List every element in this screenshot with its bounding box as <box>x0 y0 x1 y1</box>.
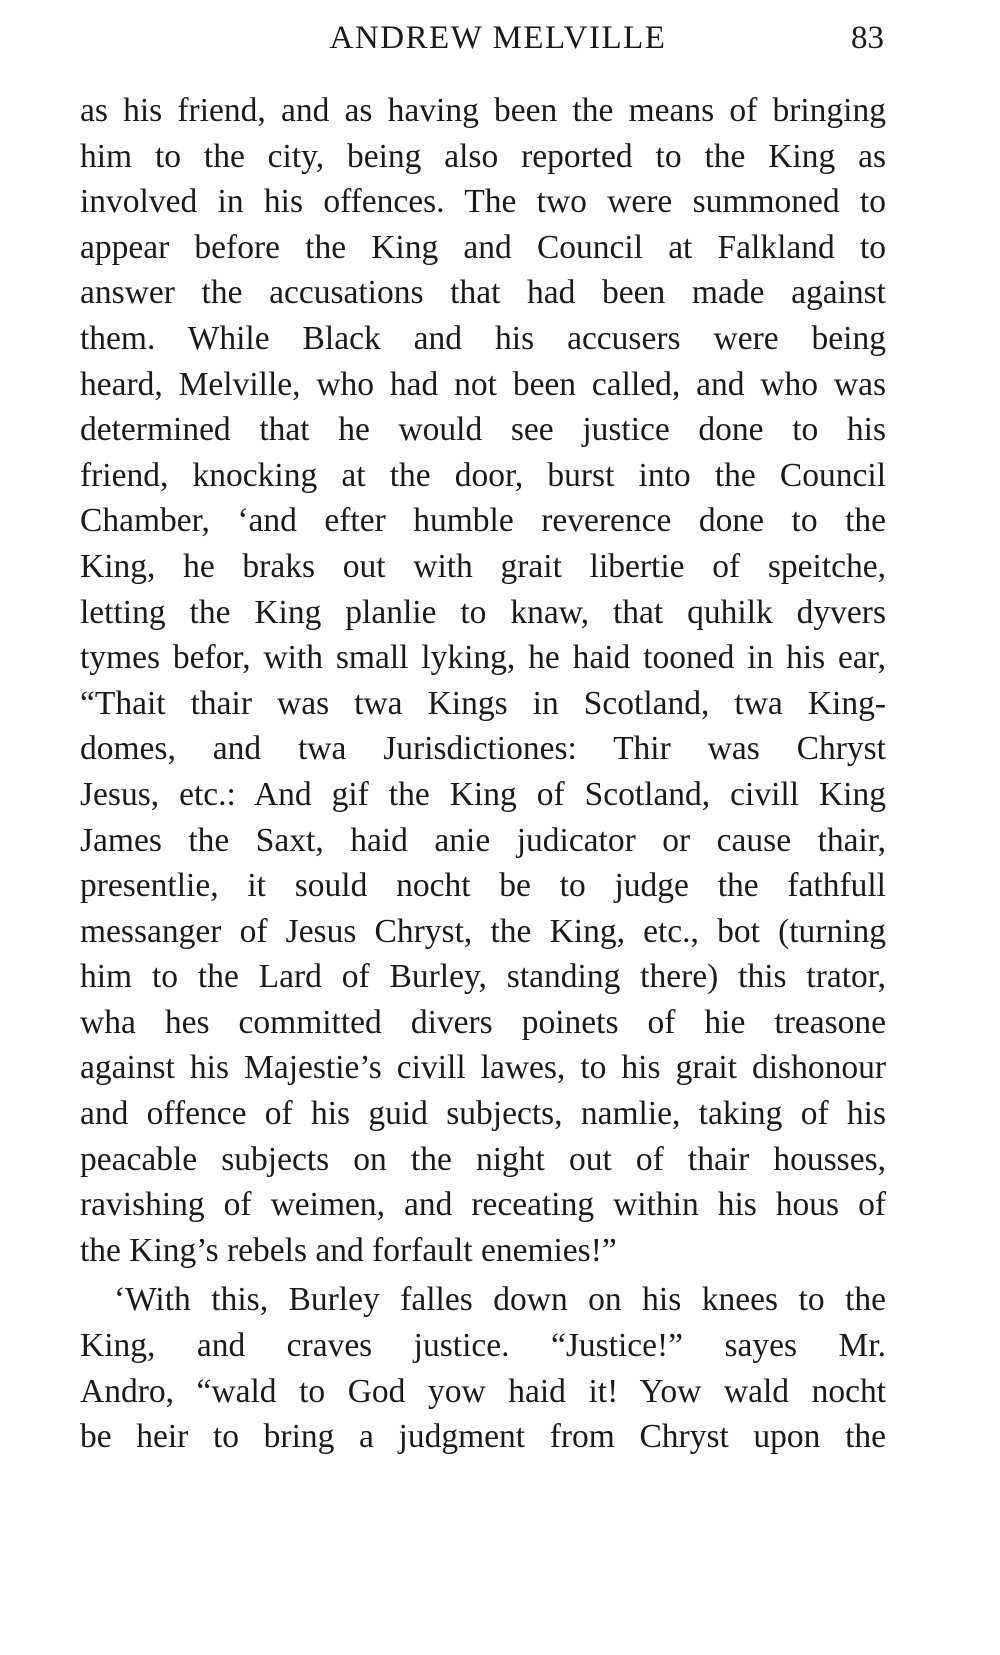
text-line: friend, knocking at the door, burst into the Council <box>80 456 886 494</box>
text-line: him to the city, being also reported to the King as <box>80 137 886 175</box>
text-line: King, and craves justice. “Justice!” sayes Mr. <box>80 1327 886 1365</box>
text-line: presentlie, it sould nocht be to judge the fathfull <box>80 867 886 905</box>
text-line: appear before the King and Council at Falkland to <box>80 228 886 266</box>
text-line: wha hes committed divers poinets of hie treasone <box>80 1003 886 1041</box>
text-line: heard, Melville, who had not been called, and who was <box>80 365 886 403</box>
text-line: letting the King planlie to knaw, that quhilk dyvers <box>80 593 886 631</box>
text-line: and offence of his guid subjects, namlie, taking of his <box>80 1095 886 1133</box>
text-line: peacable subjects on the night out of thair housses, <box>80 1140 886 1178</box>
text-line: Andro, “wald to God yow haid it! Yow wald nocht <box>80 1372 886 1410</box>
text-line: Jesus, etc.: And gif the King of Scotland, civill King <box>80 775 886 813</box>
text-line: against his Majestie’s civill lawes, to his grait dishonour <box>80 1049 886 1087</box>
text-line: determined that he would see justice done to his <box>80 411 886 449</box>
text-line: them. While Black and his accusers were being <box>80 319 886 357</box>
text-line: James the Saxt, haid anie judicator or cause thair, <box>80 821 886 859</box>
paragraph-2 <box>80 1277 886 1459</box>
book-page <box>80 0 886 1460</box>
running-title: ANDREW MELVILLE <box>329 20 667 56</box>
page-number: 83 <box>851 20 884 56</box>
text-line: be heir to bring a judgment from Chryst upon the <box>80 1418 886 1456</box>
text-line: as his friend, and as having been the means of bringing <box>80 92 886 129</box>
text-line: domes, and twa Jurisdictiones: Thir was Chryst <box>80 730 886 768</box>
text-line: tymes befor, with small lyking, he haid tooned in his ear, <box>80 639 886 677</box>
text-line: involved in his offences. The two were summoned to <box>80 183 886 221</box>
paragraph-1 <box>80 88 886 1273</box>
text-line: “Thait thair was twa Kings in Scotland, twa King- <box>80 684 886 722</box>
text-line: King, he braks out with grait libertie of speitche, <box>80 547 886 585</box>
text-line: ‘With this, Burley falles down on his knees to the <box>114 1281 886 1319</box>
running-head <box>80 0 886 88</box>
text-line: Chamber, ‘and efter humble reverence done to the <box>80 502 886 540</box>
text-line: ravishing of weimen, and receating within his hous of <box>80 1186 886 1224</box>
text-line: answer the accusations that had been made against <box>80 274 886 312</box>
text-line: messanger of Jesus Chryst, the King, etc., bot (turning <box>80 912 886 950</box>
text-line: him to the Lard of Burley, standing there) this trator, <box>80 958 886 996</box>
text-line: the King’s rebels and forfault enemies!” <box>80 1231 617 1269</box>
